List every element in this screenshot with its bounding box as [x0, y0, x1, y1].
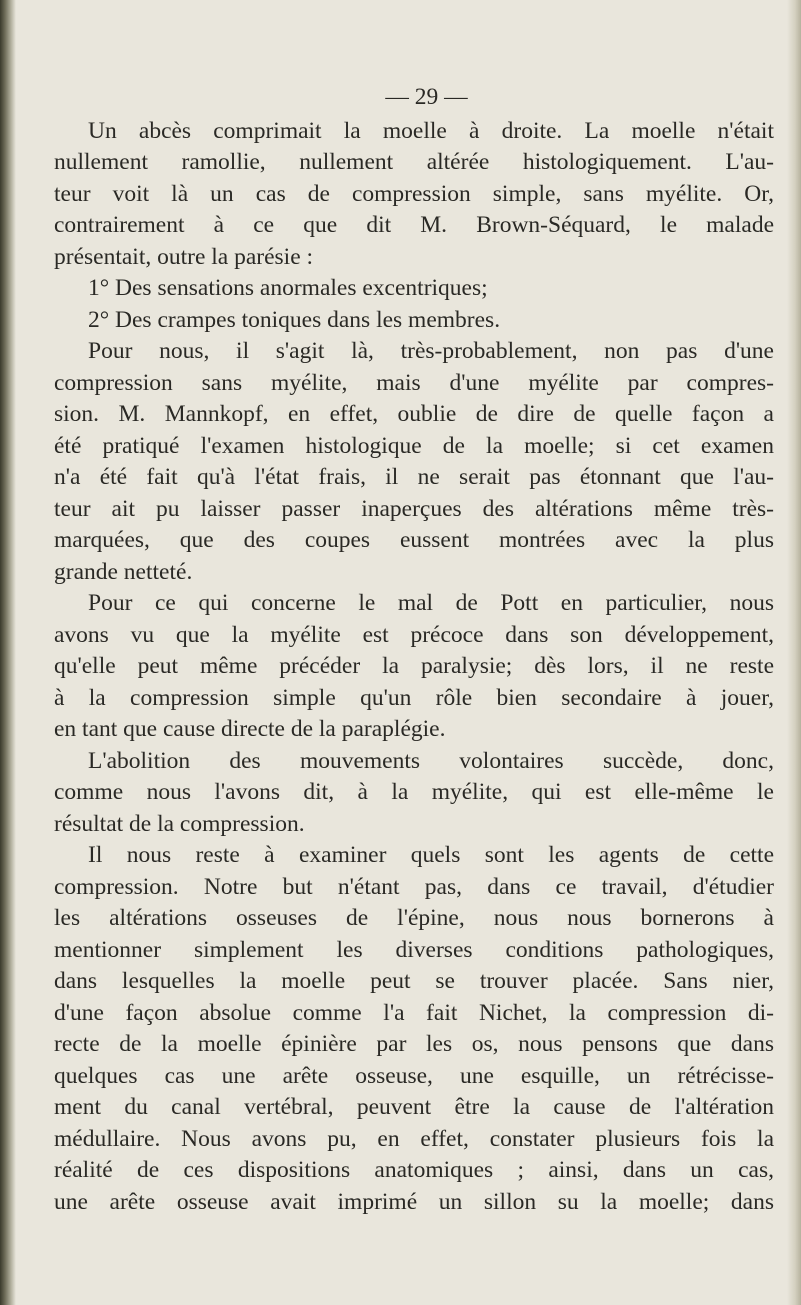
page-edge-right	[787, 0, 801, 1305]
text-line: recte de la moelle épinière par les os, nous pensons que dans	[54, 1031, 774, 1057]
text-line: teur ait pu laisser passer inaperçues des altérations même très-	[54, 495, 774, 522]
text-line: une arête osseuse avait imprimé un sillon su la moelle; dans	[54, 1188, 774, 1215]
text-line: médullaire. Nous avons pu, en effet, constater plusieurs fois la	[54, 1125, 774, 1152]
text-line: les altérations osseuses de l'épine, nous nous bornerons à	[54, 905, 774, 931]
text-line: compression sans myélite, mais d'une myélite par compres-	[54, 369, 774, 396]
text-line: L'abolition des mouvements volontaires succède, donc,	[88, 747, 774, 774]
binding-shadow-left	[0, 0, 16, 1305]
text-line: marquées, que des coupes eussent montrées avec la plus	[54, 527, 774, 553]
text-line: comme nous l'avons dit, à la myélite, qui est elle-même le	[54, 779, 774, 805]
text-line: quelques cas une arête osseuse, une esquille, un rétrécisse-	[54, 1062, 774, 1089]
text-line: été pratiqué l'examen histologique de la moelle; si cet examen	[54, 432, 774, 459]
text-line: mentionner simplement les diverses conditions pathologiques,	[54, 936, 774, 963]
page-number: — 29 —	[385, 84, 468, 110]
text-line: Pour ce qui concerne le mal de Pott en particulier, nous	[88, 590, 774, 616]
text-line: Un abcès comprimait la moelle à droite. La moelle n'était	[88, 117, 774, 144]
text-line: en tant que cause directe de la paraplégie.	[54, 716, 446, 742]
body-text	[54, 82, 774, 1218]
text-line: à la compression simple qu'un rôle bien secondaire à jouer,	[54, 684, 774, 711]
text-line: dans lesquelles la moelle peut se trouver placée. Sans nier,	[54, 968, 774, 994]
text-line: teur voit là un cas de compression simple, sans myélite. Or,	[54, 180, 774, 207]
text-line: n'a été fait qu'à l'état frais, il ne serait pas étonnant que l'au-	[54, 464, 774, 490]
text-line: résultat de la compression.	[54, 810, 305, 837]
text-line: ment du canal vertébral, peuvent être la cause de l'altération	[54, 1094, 774, 1120]
text-line: sion. M. Mannkopf, en effet, oublie de dire de quelle façon a	[54, 401, 774, 427]
text-line: grande netteté.	[54, 558, 193, 585]
text-line: réalité de ces dispositions anatomiques ; ainsi, dans un cas,	[54, 1157, 774, 1183]
text-line: avons vu que la myélite est précoce dans son développement,	[54, 621, 774, 648]
text-line: présentait, outre la parésie :	[54, 243, 314, 270]
text-lines	[54, 116, 774, 1219]
text-line: 2° Des crampes toniques dans les membres.	[88, 306, 501, 333]
text-line: contrairement à ce que dit M. Brown-Séquard, le malade	[54, 212, 774, 238]
text-line: 1° Des sensations anormales excentriques;	[88, 275, 488, 301]
text-line: d'une façon absolue comme l'a fait Nichet, la compression di-	[54, 999, 774, 1026]
text-line: qu'elle peut même précéder la paralysie; dès lors, il ne reste	[54, 653, 774, 679]
text-line: compression. Notre but n'étant pas, dans ce travail, d'étudier	[54, 873, 774, 900]
text-line: nullement ramollie, nullement altérée histologiquement. L'au-	[54, 149, 774, 175]
text-line: Il nous reste à examiner quels sont les agents de cette	[88, 842, 774, 868]
text-line: Pour nous, il s'agit là, très-probablement, non pas d'une	[88, 338, 774, 364]
